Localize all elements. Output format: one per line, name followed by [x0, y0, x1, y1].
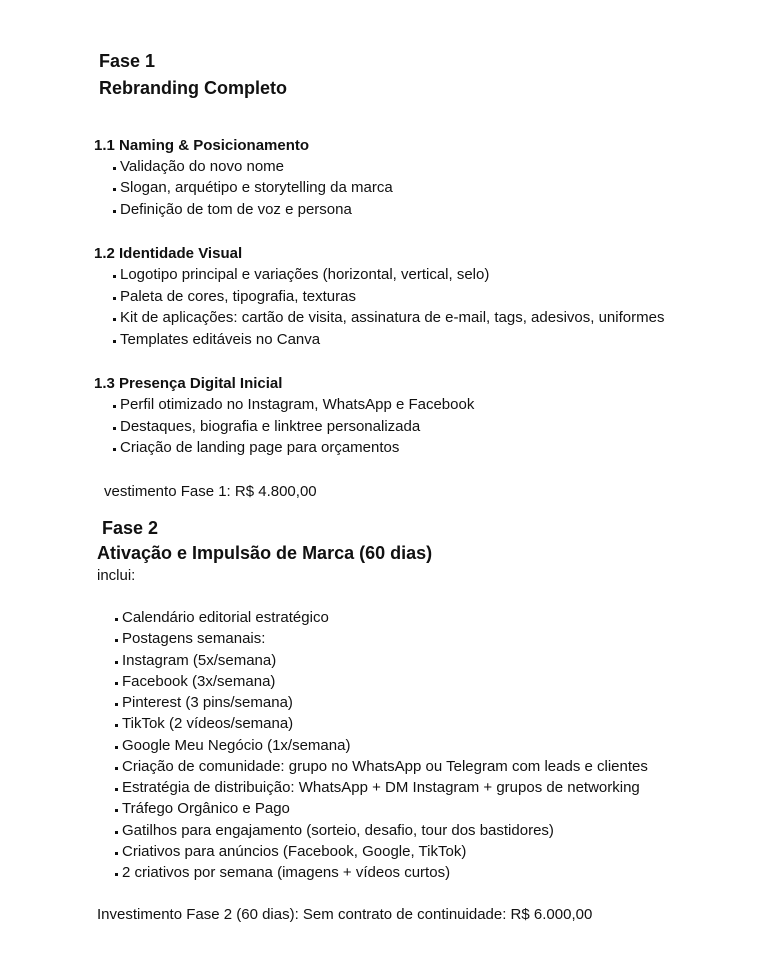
list-item: Calendário editorial estratégico: [115, 609, 329, 627]
list-item: Templates editáveis no Canva: [113, 331, 320, 349]
list-item: Definição de tom de voz e persona: [113, 201, 352, 219]
list-item: Tráfego Orgânico e Pago: [115, 800, 290, 818]
list-item: Paleta de cores, tipografia, texturas: [113, 288, 356, 306]
phase2-title: Ativação e Impulsão de Marca (60 dias): [97, 543, 433, 563]
phase1-title: Rebranding Completo: [99, 78, 287, 98]
list-item: Pinterest (3 pins/semana): [115, 694, 293, 712]
list-item: Validação do novo nome: [113, 158, 284, 176]
phase2-label: Fase 2: [102, 518, 159, 538]
list-item: Destaques, biografia e linktree personalizada: [113, 418, 420, 436]
list-item: TikTok (2 vídeos/semana): [115, 715, 293, 733]
list-item: Gatilhos para engajamento (sorteio, desafio, tour dos bastidores): [115, 822, 554, 840]
list-item: Postagens semanais:: [115, 630, 265, 648]
phase1-investment: vestimento Fase 1: R$ 4.800,00: [104, 483, 317, 500]
section-heading: 1.3 Presença Digital Inicial: [94, 375, 283, 392]
list-item: Instagram (5x/semana): [115, 652, 276, 670]
phase2-intro: inclui:: [97, 567, 136, 584]
list-item: Kit de aplicações: cartão de visita, assinatura de e-mail, tags, adesivos, uniformes: [113, 309, 664, 327]
list-item: Slogan, arquétipo e storytelling da marca: [113, 179, 393, 197]
list-item: Logotipo principal e variações (horizontal, vertical, selo): [113, 266, 489, 284]
list-item: Estratégia de distribuição: WhatsApp + DM Instagram + grupos de networking: [115, 779, 640, 797]
list-item: Criação de landing page para orçamentos: [113, 439, 399, 457]
section-heading: 1.1 Naming & Posicionamento: [94, 137, 310, 154]
section-heading: 1.2 Identidade Visual: [94, 245, 243, 262]
list-item: Perfil otimizado no Instagram, WhatsApp e Facebook: [113, 396, 474, 414]
list-item: Criação de comunidade: grupo no WhatsApp ou Telegram com leads e clientes: [115, 758, 648, 776]
list-item: Facebook (3x/semana): [115, 673, 275, 691]
list-item: Criativos para anúncios (Facebook, Google, TikTok): [115, 843, 466, 861]
list-item: Google Meu Negócio (1x/semana): [115, 737, 350, 755]
phase1-label: Fase 1: [99, 51, 156, 71]
phase2-investment: Investimento Fase 2 (60 dias): Sem contrato de continuidade: R$ 6.000,00: [97, 906, 593, 923]
list-item: 2 criativos por semana (imagens + vídeos curtos): [115, 864, 450, 882]
